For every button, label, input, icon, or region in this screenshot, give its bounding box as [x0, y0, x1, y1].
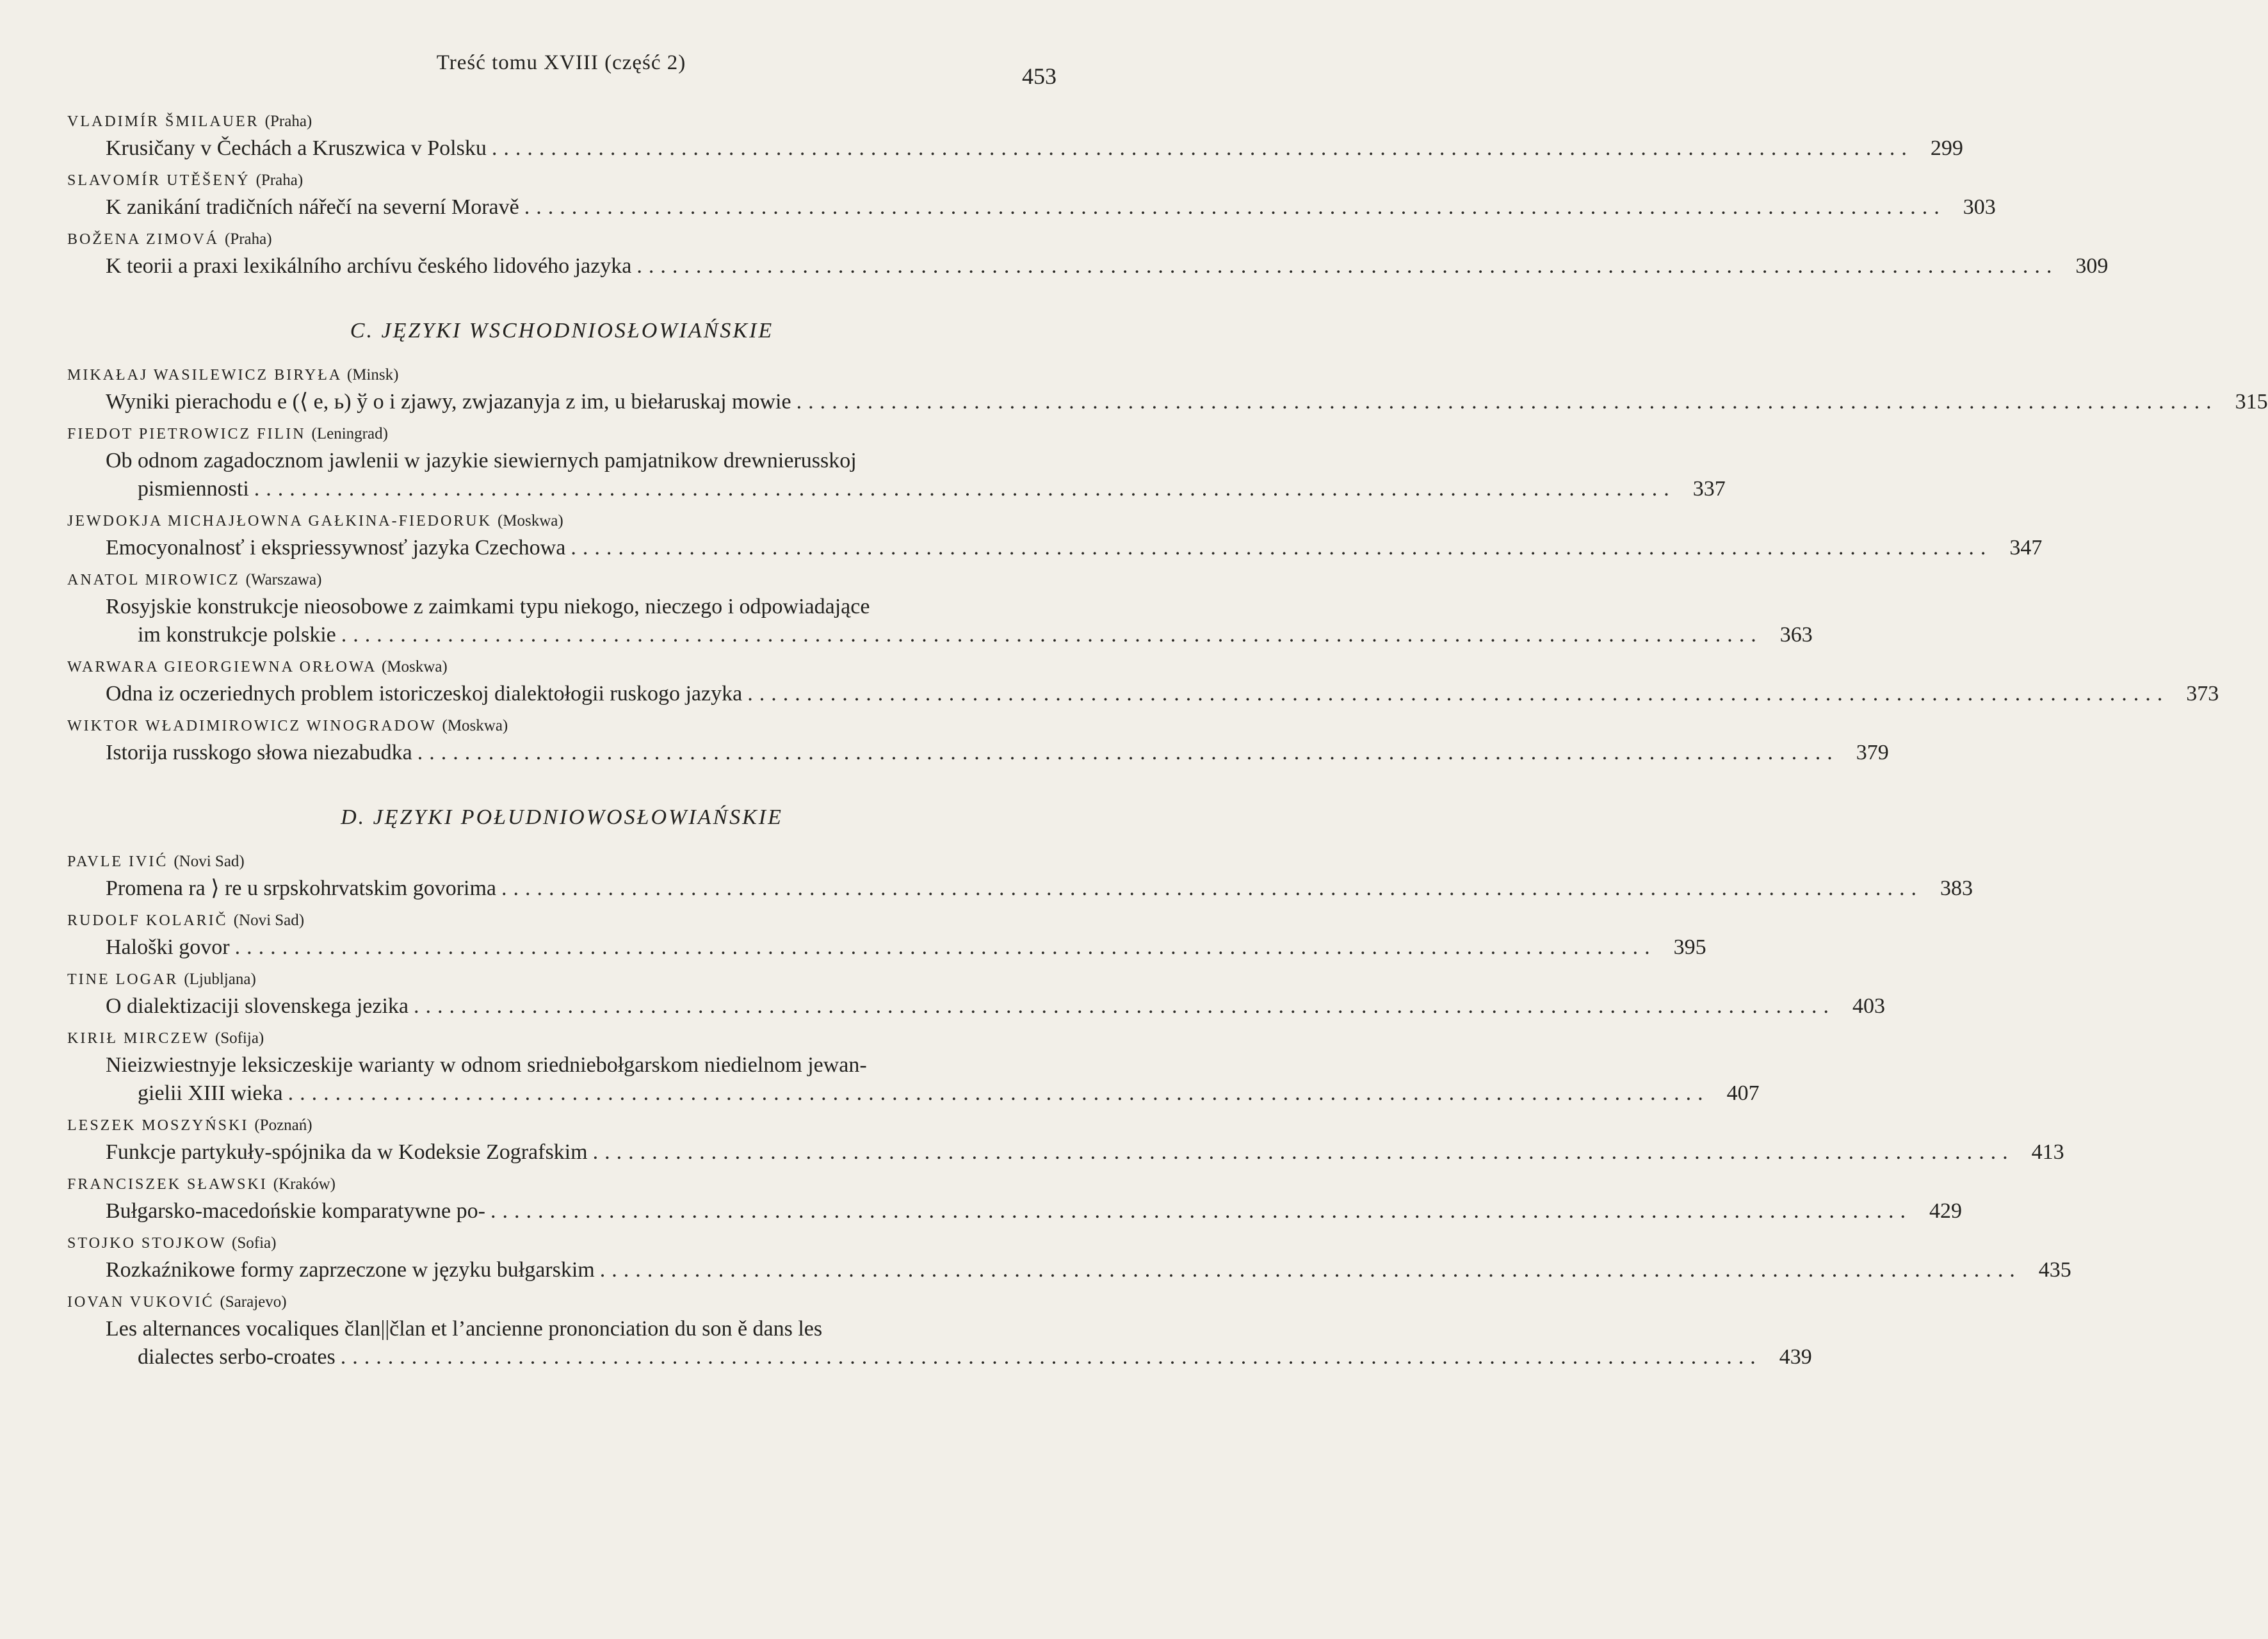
entry-title: K zanikání tradičních nářečí na severní Moravě: [106, 195, 519, 219]
author-city: (Warszawa): [245, 571, 322, 588]
author-city: (Sofia): [232, 1234, 277, 1252]
entry-title: Bułgarsko-macedońskie komparatywne po-: [106, 1199, 485, 1223]
author-name: ANATOL MIROWICZ: [67, 572, 240, 588]
entry-page-number: 373: [2186, 682, 2219, 706]
entry-author: [67, 849, 1057, 875]
dot-leader: ........................................................................................................................: [571, 536, 1993, 560]
entry-author: [67, 508, 1057, 534]
author-city: (Moskwa): [497, 512, 563, 529]
toc-entry: [67, 1113, 2064, 1167]
entry-title-continuation: im konstrukcje polskie: [138, 623, 336, 647]
entry-author: [67, 109, 1057, 134]
author-city: (Poznań): [254, 1117, 312, 1134]
dot-leader: ........................................................................................................................: [340, 1345, 1762, 1369]
toc-entry: [67, 109, 1963, 163]
entry-author: [67, 362, 1057, 388]
entry-title: Wyniki pierachodu e (⟨ e, ь) ў o i zjawy, zwjazanyja z im, u biełaruskaj mowie: [106, 390, 791, 414]
entry-author: [67, 1289, 1057, 1315]
entry-author: [67, 1172, 1057, 1197]
entry-author: [67, 908, 1057, 933]
toc-entry: [67, 1231, 2071, 1284]
toc-entry: [67, 908, 1706, 962]
entry-page-number: 309: [2075, 254, 2109, 278]
dot-leader: ........................................................................................................................: [796, 390, 2218, 414]
author-name: MIKAŁAJ WASILEWICZ BIRYŁA: [67, 367, 341, 384]
author-city: (Praha): [264, 113, 312, 130]
author-city: (Praha): [225, 230, 272, 248]
author-name: VLADIMÍR ŠMILAUER: [67, 113, 259, 130]
entry-page-number: 379: [1856, 741, 1889, 764]
entry-title: Haloški govor: [106, 935, 230, 959]
toc-entry: [67, 1172, 1962, 1225]
dot-leader: ........................................................................................................................: [254, 477, 1676, 501]
entry-title: Promena ra ⟩ re u srpskohrvatskim govorima: [106, 876, 497, 900]
dot-leader: ........................................................................................................................: [417, 741, 1839, 764]
toc-entry: [67, 421, 1726, 503]
dot-leader: ........................................................................................................................: [288, 1081, 1710, 1105]
entry-title: O dialektizaciji slovenskega jezika: [106, 994, 409, 1018]
author-name: LESZEK MOSZYŃSKI: [67, 1117, 249, 1134]
author-city: (Sarajevo): [220, 1293, 287, 1311]
entry-title: Rosyjskie konstrukcje nieosobowe z zaimkami typu niekogo, nieczego i odpowiadające: [106, 595, 870, 618]
toc-entry: [67, 362, 2268, 416]
section-heading-c: C. JĘZYKI WSCHODNIOSŁOWIAŃSKIE: [350, 319, 774, 343]
dot-leader: ........................................................................................................................: [234, 935, 1656, 959]
entry-title: Istorija russkogo słowa niezabudka: [106, 741, 412, 764]
author-city: (Ljubljana): [184, 971, 256, 988]
author-name: WIKTOR WŁADIMIROWICZ WINOGRADOW: [67, 718, 437, 734]
author-name: SLAVOMÍR UTĚŠENÝ: [67, 172, 250, 189]
entry-author: [67, 1113, 1057, 1138]
entry-page-number: 337: [1692, 477, 1726, 501]
author-name: BOŽENA ZIMOVÁ: [67, 231, 219, 248]
entry-page-number: 395: [1673, 935, 1706, 959]
entry-author: [67, 421, 1057, 447]
dot-leader: ........................................................................................................................: [413, 994, 1835, 1018]
dot-leader: ........................................................................................................................: [592, 1140, 2014, 1164]
entry-page-number: 299: [1930, 136, 1963, 160]
toc-entry: [67, 227, 2109, 280]
author-name: KIRIŁ MIRCZEW: [67, 1030, 209, 1047]
author-city: (Leningrad): [311, 425, 388, 442]
dot-leader: ........................................................................................................................: [341, 623, 1763, 647]
entry-page-number: 315: [2235, 390, 2268, 414]
author-city: (Moskwa): [381, 658, 448, 675]
toc-entry: [67, 849, 1973, 903]
entry-page-number: 413: [2031, 1140, 2064, 1164]
dot-leader: ........................................................................................................................: [636, 254, 2059, 278]
entry-page-number: 439: [1779, 1345, 1812, 1369]
entry-title: K teorii a praxi lexikálního archívu českého lidového jazyka: [106, 254, 632, 278]
entry-author: [67, 227, 1057, 252]
entry-author: [67, 168, 1057, 193]
entry-title-continuation: pismiennosti: [138, 477, 249, 501]
author-name: IOVAN VUKOVIĆ: [67, 1294, 215, 1311]
author-city: (Minsk): [346, 366, 399, 384]
toc-entry: [67, 713, 1889, 767]
entry-title: Odna iz oczeriednych problem istoriczeskoj dialektołogii ruskogo jazyka: [106, 682, 743, 706]
toc-entry: [67, 168, 1996, 222]
entry-title: Funkcje partykuły-spójnika da w Kodeksie Zografskim: [106, 1140, 588, 1164]
entry-title: Nieizwiestnyje leksiczeskije warianty w odnom sriedniebołgarskom niedielnom jewan-: [106, 1053, 867, 1077]
entry-page-number: 303: [1963, 195, 1996, 219]
entry-title-continuation: dialectes serbo-croates: [138, 1345, 336, 1369]
entry-author: [67, 713, 1057, 739]
dot-leader: ........................................................................................................................: [490, 1199, 1912, 1223]
entry-author: [67, 567, 1057, 593]
author-name: JEWDOKJA MICHAJŁOWNA GAŁKINA-FIEDORUK: [67, 513, 492, 529]
entry-title: Les alternances vocaliques član||član et l’ancienne prononciation du son ě dans les: [106, 1317, 823, 1341]
entry-page-number: 435: [2038, 1258, 2071, 1282]
author-city: (Moskwa): [442, 717, 508, 734]
dot-leader: ........................................................................................................................: [501, 876, 1924, 900]
top-entries-list: [67, 109, 2109, 280]
entry-author: [67, 654, 1057, 680]
entry-page-number: 429: [1929, 1199, 1962, 1223]
entry-page-number: 407: [1726, 1081, 1760, 1105]
dot-leader: ........................................................................................................................: [491, 136, 1913, 160]
toc-entry: [67, 1289, 1812, 1371]
entry-page-number: 383: [1940, 876, 1973, 900]
entry-title: Rozkaźnikowe formy zaprzeczone w języku bułgarskim: [106, 1258, 595, 1282]
toc-entry: [67, 508, 2043, 562]
author-city: (Novi Sad): [233, 912, 305, 929]
entry-page-number: 347: [2009, 536, 2043, 560]
toc-entry: [67, 567, 1813, 649]
section-c-entries-list: [67, 362, 2268, 767]
author-name: FIEDOT PIETROWICZ FILIN: [67, 426, 306, 442]
toc-entry: [67, 1026, 1760, 1108]
entry-author: [67, 967, 1057, 992]
dot-leader: ........................................................................................................................: [599, 1258, 2021, 1282]
author-name: WARWARA GIEORGIEWNA ORŁOWA: [67, 659, 376, 675]
entry-title: Ob odnom zagadocznom jawlenii w jazykie siewiernych pamjatnikow drewnierusskoj: [106, 449, 857, 472]
section-d-entries-list: [67, 849, 2071, 1371]
entry-title: Emocyonalnosť i ekspriessywnosť jazyka Czechowa: [106, 536, 566, 560]
author-city: (Praha): [255, 172, 304, 189]
author-name: RUDOLF KOLARIČ: [67, 912, 228, 929]
author-city: (Sofija): [215, 1029, 264, 1047]
entry-page-number: 363: [1779, 623, 1813, 647]
entry-page-number: 403: [1852, 994, 1885, 1018]
toc-entry: [67, 654, 2219, 708]
dot-leader: ........................................................................................................................: [747, 682, 2169, 706]
section-heading-d: D. JĘZYKI POŁUDNIOWOSŁOWIAŃSKIE: [341, 805, 783, 829]
entry-author: [67, 1231, 1057, 1256]
author-name: STOJKO STOJKOW: [67, 1235, 227, 1252]
author-name: TINE LOGAR: [67, 971, 179, 988]
running-head: Treść tomu XVIII (część 2): [436, 51, 686, 74]
author-name: PAVLE IVIĆ: [67, 853, 168, 870]
entry-title-continuation: gielii XIII wieka: [138, 1081, 283, 1105]
toc-content: [67, 109, 2268, 1377]
entry-author: [67, 1026, 1057, 1051]
author-name: FRANCISZEK SŁAWSKI: [67, 1176, 268, 1193]
author-city: (Novi Sad): [174, 853, 245, 870]
dot-leader: ........................................................................................................................: [524, 195, 1946, 219]
entry-title: Krusičany v Čechách a Kruszwica v Polsku: [106, 136, 487, 160]
page-number: 453: [1022, 63, 1057, 89]
toc-entry: [67, 967, 1885, 1021]
author-city: (Kraków): [273, 1175, 336, 1193]
